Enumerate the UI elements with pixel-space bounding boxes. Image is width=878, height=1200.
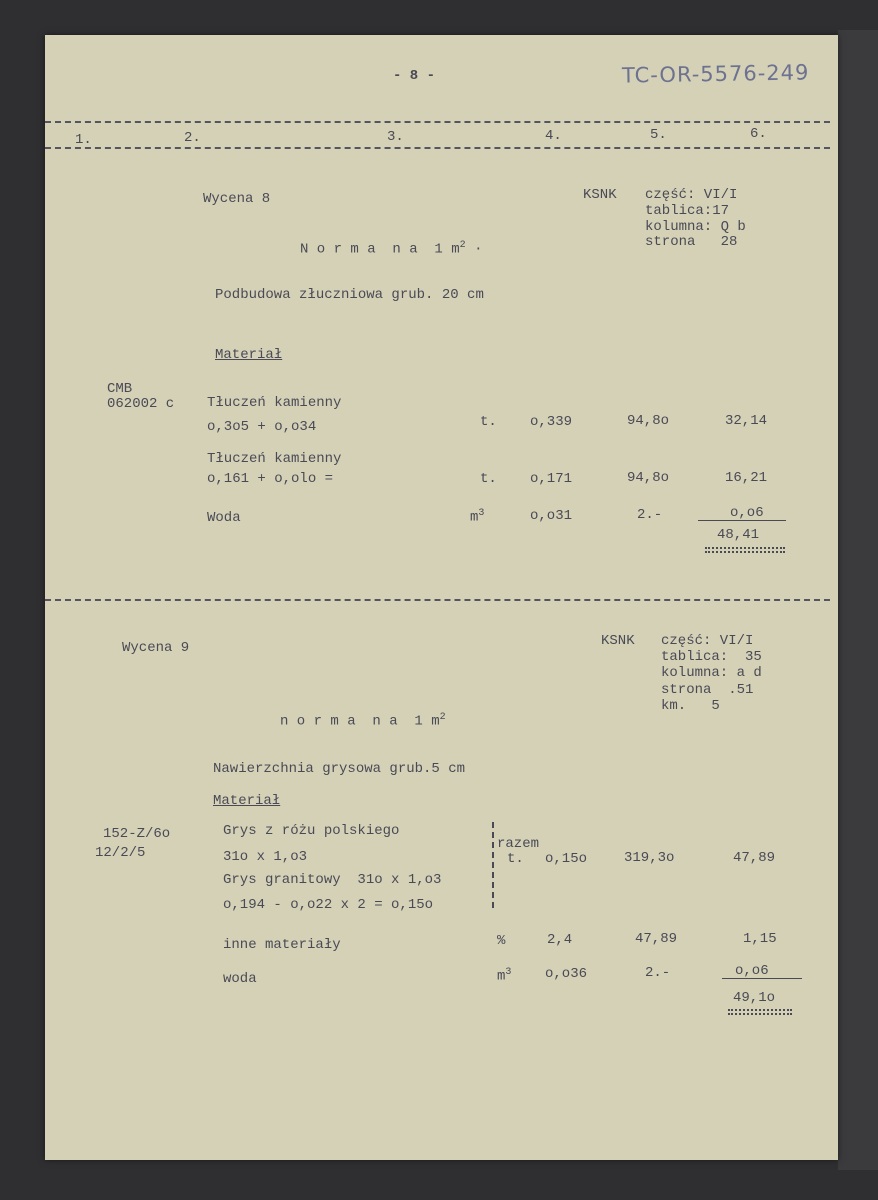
column-number: 1. (75, 132, 92, 148)
norma-heading (280, 710, 446, 730)
row-name: Tłuczeń kamienny (207, 451, 342, 467)
row-value: 16,21 (725, 470, 768, 486)
row-calc: o,3o5 + o,o34 (207, 419, 317, 435)
section-divider (45, 599, 830, 601)
page-number: - 8 - (393, 68, 436, 84)
column-number: 4. (545, 128, 562, 144)
row-price: 47,89 (635, 931, 678, 947)
ref-line: kolumna: a d (661, 665, 762, 681)
ref-line: kolumna: Q b (645, 219, 746, 235)
row-unit: t. (480, 471, 497, 487)
grys-line: o,194 - o,o22 x 2 = o,15o (223, 897, 434, 913)
column-number: 6. (750, 126, 767, 142)
row-unit: t. (480, 414, 497, 430)
item-code: 152-Z/6o (103, 826, 171, 842)
row-qty: o,15o (545, 851, 588, 867)
grys-line: 31o x 1,o3 (223, 849, 308, 865)
row-qty: o,171 (530, 471, 573, 487)
double-underline (728, 1009, 792, 1015)
ksnk-label: KSNK (583, 187, 617, 203)
description: Podbudowa złuczniowa grub. 20 cm (215, 287, 484, 303)
norma-heading (300, 238, 482, 258)
norma-text: N o r m a n a 1 m (300, 241, 460, 258)
scanner-edge (838, 30, 878, 1170)
row-name: Tłuczeń kamienny (207, 395, 342, 411)
item-code: 062002 c (107, 396, 175, 412)
ref-line: część: VI/I (645, 187, 738, 203)
total: 48,41 (717, 527, 760, 543)
ref-line: km. 5 (661, 698, 720, 714)
sum-line (722, 978, 802, 979)
dot: · (474, 241, 483, 258)
razem-label: razem (497, 836, 540, 852)
row-qty: o,o36 (545, 966, 588, 982)
row-name: Woda (207, 510, 241, 526)
row-price: 2.- (645, 965, 671, 981)
row-calc: o,161 + o,olo = (207, 471, 334, 487)
row-price: 319,3o (624, 850, 675, 866)
superscript: 3 (478, 508, 485, 519)
row-name: inne materiały (223, 937, 341, 953)
section-title: Wycena 8 (203, 191, 271, 207)
material-label: Materiał (215, 347, 283, 363)
ref-line: tablica:17 (645, 203, 730, 219)
row-qty: 2,4 (547, 932, 573, 948)
row-qty: o,339 (530, 414, 573, 430)
grys-line: Grys z różu polskiego (223, 823, 400, 839)
row-qty: o,o31 (530, 508, 573, 524)
superscript: 3 (505, 967, 512, 978)
sum-line (698, 520, 786, 521)
total: 49,1o (733, 990, 776, 1006)
handwritten-reference: TC-OR-5576-249 (621, 60, 810, 88)
norma-text: n o r m a n a 1 m (280, 713, 440, 730)
row-unit (497, 965, 511, 985)
ref-line: tablica: 35 (661, 649, 762, 665)
column-number: 5. (650, 127, 667, 143)
superscript: 2 (459, 240, 466, 251)
row-price: 94,8o (627, 413, 670, 429)
superscript: 2 (439, 712, 446, 723)
row-price: 2.- (637, 507, 663, 523)
row-name: woda (223, 971, 257, 987)
double-underline (705, 547, 785, 553)
ksnk-label: KSNK (601, 633, 635, 649)
row-value: 1,15 (743, 931, 777, 947)
section-title: Wycena 9 (122, 640, 190, 656)
row-value: 32,14 (725, 413, 768, 429)
column-number: 3. (387, 129, 404, 145)
unit: m (497, 968, 506, 985)
unit: m (470, 509, 479, 526)
ref-line: strona 28 (645, 234, 738, 250)
row-unit: % (497, 933, 506, 949)
material-label: Materiał (213, 793, 281, 809)
row-price: 94,8o (627, 470, 670, 486)
column-number: 2. (184, 130, 201, 146)
row-value: o,o6 (735, 963, 769, 979)
row-unit: t. (507, 851, 524, 867)
item-code: 12/2/5 (95, 845, 146, 861)
divider (45, 147, 830, 149)
grys-line: Grys granitowy 31o x 1,o3 (223, 872, 442, 888)
row-value: 47,89 (733, 850, 776, 866)
row-unit (470, 506, 484, 526)
ref-line: część: VI/I (661, 633, 754, 649)
ref-line: strona .51 (661, 682, 754, 698)
item-code: CMB (107, 381, 133, 397)
description: Nawierzchnia grysowa grub.5 cm (213, 761, 466, 777)
row-value: o,o6 (730, 505, 764, 521)
bracket-line (492, 822, 494, 908)
divider (45, 121, 830, 123)
